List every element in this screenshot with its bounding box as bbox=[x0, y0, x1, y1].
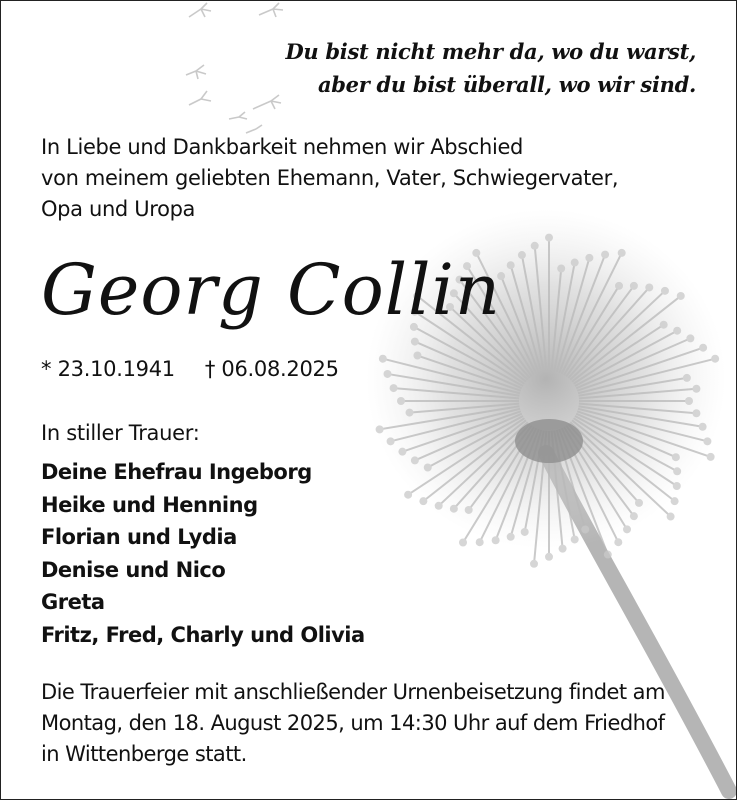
mourner-item: Greta bbox=[41, 590, 105, 614]
mourner-item: Denise und Nico bbox=[41, 557, 226, 582]
funeral-line: Die Trauerfeier mit anschließender Urnenbeisetzung findet am bbox=[41, 680, 665, 704]
intro-line: In Liebe und Dankbarkeit nehmen wir Abschied bbox=[41, 135, 523, 159]
funeral-line: in Wittenberge statt. bbox=[41, 742, 247, 766]
quote bbox=[286, 35, 696, 101]
quote-line: aber du bist überall, wo wir sind. bbox=[317, 72, 696, 97]
mourner-item: Deine Ehefrau Ingeborg bbox=[41, 460, 312, 484]
birth-date: * 23.10.1941 bbox=[41, 357, 175, 381]
intro-text bbox=[41, 132, 618, 225]
mourning-label: In stiller Trauer: bbox=[41, 421, 200, 445]
intro-line: von meinem geliebten Ehemann, Vater, Schwiegervater, bbox=[41, 166, 619, 190]
intro-line: Opa und Uropa bbox=[41, 197, 196, 221]
funeral-info bbox=[41, 677, 665, 770]
quote-line: Du bist nicht mehr da, wo du warst, bbox=[285, 39, 696, 64]
mourner-item: Heike und Henning bbox=[41, 492, 258, 517]
funeral-line: Montag, den 18. August 2025, um 14:30 Uhr auf dem Friedhof bbox=[41, 711, 665, 735]
deceased-name: Georg Collin bbox=[41, 249, 501, 331]
mourner-item: Florian und Lydia bbox=[41, 525, 237, 549]
life-dates bbox=[41, 355, 339, 383]
mourners-list bbox=[41, 456, 365, 651]
death-date: † 06.08.2025 bbox=[204, 357, 339, 381]
mourner-item: Fritz, Fred, Charly und Olivia bbox=[41, 622, 365, 647]
